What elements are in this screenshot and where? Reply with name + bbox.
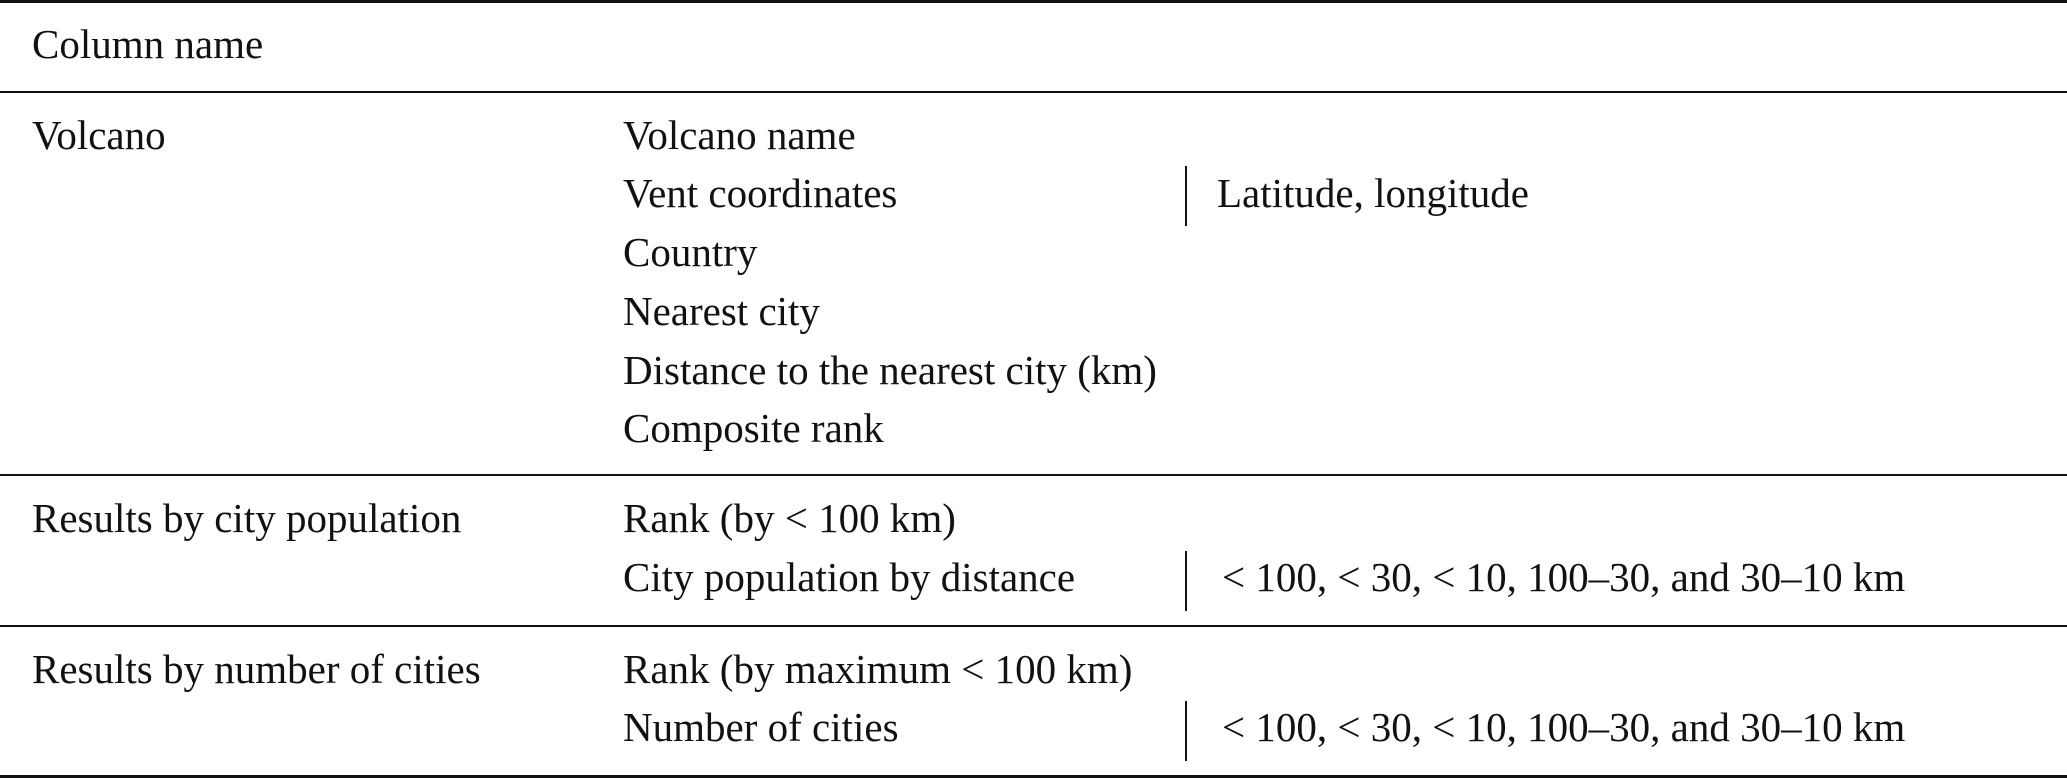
field-number-of-cities: Number of cities xyxy=(623,704,899,750)
field-country: Country xyxy=(623,229,758,275)
field-distance-nearest-city: Distance to the nearest city (km) xyxy=(623,347,1157,393)
group-rule-2 xyxy=(0,625,2067,627)
detail-city-population-distances: < 100, < 30, < 10, 100–30, and 30–10 km xyxy=(1222,554,1906,600)
detail-separator xyxy=(1185,166,1187,226)
detail-number-of-cities-distances: < 100, < 30, < 10, 100–30, and 30–10 km xyxy=(1222,704,1906,750)
group-volcano: Volcano xyxy=(32,112,166,158)
detail-separator xyxy=(1185,551,1187,611)
detail-separator xyxy=(1185,701,1187,761)
group-results-by-city-population: Results by city population xyxy=(32,495,462,541)
field-composite-rank: Composite rank xyxy=(623,405,884,451)
field-vent-coordinates: Vent coordinates xyxy=(623,170,898,216)
header-rule xyxy=(0,91,2067,93)
top-rule xyxy=(0,0,2067,3)
field-rank-by-maximum-100km: Rank (by maximum < 100 km) xyxy=(623,646,1133,692)
field-city-population-by-distance: City population by distance xyxy=(623,554,1076,600)
group-rule-1 xyxy=(0,474,2067,476)
field-nearest-city: Nearest city xyxy=(623,288,820,334)
field-rank-by-100km: Rank (by < 100 km) xyxy=(623,495,956,541)
field-volcano-name: Volcano name xyxy=(623,112,856,158)
detail-vent-coordinates: Latitude, longitude xyxy=(1217,170,1529,216)
header-column-name: Column name xyxy=(32,21,264,67)
group-results-by-number-of-cities: Results by number of cities xyxy=(32,646,481,692)
